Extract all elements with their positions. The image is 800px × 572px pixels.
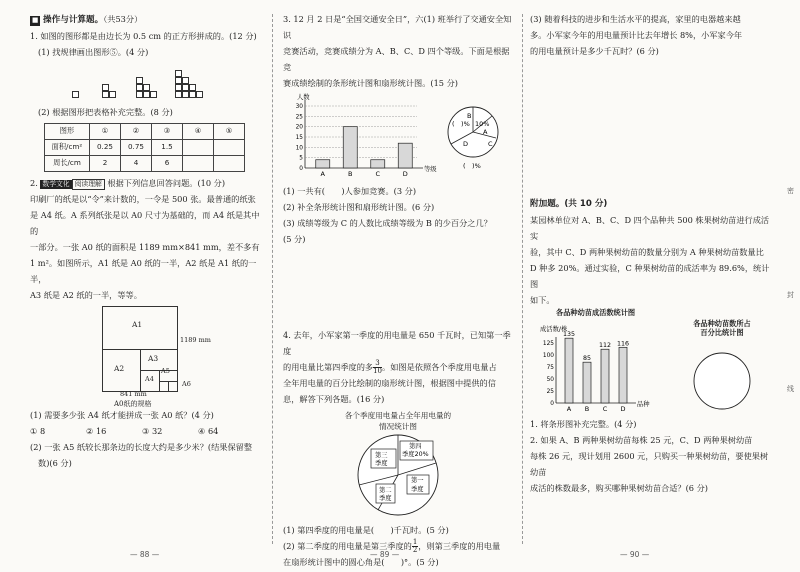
pie-chart-title: 各品种幼苗数所占 百分比统计图 <box>693 318 751 337</box>
bar <box>398 143 412 168</box>
q3-s3: (3) 成绩等级为 C 的人数比成绩等级为 B 的少百分之几？ <box>283 217 492 228</box>
bar <box>343 127 357 168</box>
q3-s2: (2) 补全条形统计图和扇形统计图。(6 分) <box>283 201 435 212</box>
side-char: 封 <box>787 291 794 299</box>
y-tick-label: 20 <box>295 124 303 131</box>
side-char: 线 <box>787 385 794 393</box>
q2-p2: 是 A4 纸。A 系列纸张是以 A0 尺寸为基础的，而 A4 纸是其中的 <box>30 209 260 236</box>
label-height: 1189 mm <box>180 335 211 344</box>
section-title: 操作与计算题。 <box>43 15 104 25</box>
section-score: （共53分） <box>103 14 143 24</box>
y-tick-label: 50 <box>546 376 554 383</box>
q1-sub2: (2) 根据图形把表格补充完整。(8 分) <box>38 106 173 117</box>
column-left: ■ 操作与计算题。（共53分） 1. 如图的图形都是由边长为 0.5 cm 的正方形拼成的。(12 分) (1) 找规律画出图形⑤。(4 分) (2) 根据图形把表格补充完整。(8 分) 图形 ① ② ③ ④ ⑤ 面积/cm² 0.25 0.75 1.5 周长/cm 2 4 6 2. 数学文化 阅读理解 根据下列信息回答问题。(10 分) 印刷厂的纸是以“令”来计数的，一令是 500 张。最普通的纸张 是 A4 纸。A 系列纸张是以 A0 尺寸为基础的，而 A4 纸是其中的 一部分。一张 A0 纸的面积是 1189 mm×841 mm，差不多有 1 m²。如图所示，A1 纸是 A0 纸的一半，A2 纸是 A1 纸的一半， A3 纸是 A2 纸的一半，等等。 A1 A2 A3 A4 A5 A6 1189 mm 841 mm A0纸的规格 (1) 需要多少张 A4 纸才能拼成一张 A0 纸？(4 分) ① 8 ② 16 ③ 32 ④ 64 (2) 一张 A5 纸较长那条边的长度大约是多少米？(结果保留整 数)(6 分) <box>30 0 265 572</box>
x-tick-label: B <box>348 169 353 178</box>
table-cell: 面积/cm² <box>45 139 90 155</box>
x-axis-label: 等级 <box>424 165 437 173</box>
bar-value-label: 112 <box>598 341 612 349</box>
bar-value-label: 85 <box>582 354 592 362</box>
bar <box>583 362 591 403</box>
y-tick-label: 5 <box>299 155 303 162</box>
y-tick-label: 125 <box>542 340 554 347</box>
page-number-89: — 89 — <box>370 550 400 559</box>
bar <box>316 160 330 168</box>
page-number-90: — 90 — <box>620 550 650 559</box>
label-a4: A4 <box>145 374 154 383</box>
column-divider <box>522 14 523 544</box>
q1-table <box>44 123 245 172</box>
q4-p2a: 的用电量比第四季度的多 <box>283 361 374 372</box>
table-cell: 1.5 <box>152 139 183 155</box>
q4-s1: (1) 第四季度的用电量是( )千瓦时。(5 分) <box>283 524 449 535</box>
y-tick-label: 10 <box>295 145 303 152</box>
bonus-charts <box>530 309 775 417</box>
page-number-88: — 88 — <box>130 550 160 559</box>
q3-s1: (1) 一共有( )人参加竞赛。(3 分) <box>283 185 417 196</box>
bonus-bar-chart <box>534 321 650 417</box>
diagram-caption: A0纸的规格 <box>114 399 152 408</box>
q2-tag: 数学文化 <box>42 179 70 188</box>
table-cell: 周长/cm <box>45 155 90 171</box>
table-cell: ③ <box>152 123 183 139</box>
x-tick-label: A <box>320 169 325 178</box>
bonus-title: 附加题。(共 10 分) <box>530 198 608 209</box>
table-cell: 0.25 <box>90 139 121 155</box>
option[interactable]: ② 16 <box>86 425 107 436</box>
pie-q4-label: 第四季度20% <box>402 442 429 458</box>
table-cell: 图形 <box>45 123 90 139</box>
q4-s3c: 的用电量预计是多少千瓦时？(6 分) <box>530 45 659 56</box>
pie-label: ( )% <box>452 119 470 128</box>
pie-label: D <box>463 139 469 148</box>
pie-label: 10% <box>475 119 490 128</box>
pie-q3-label: 第三季度 <box>375 451 388 467</box>
q2-p5: A3 纸是 A2 纸的一半，等等。 <box>30 289 142 300</box>
table-cell <box>183 155 214 171</box>
bonus-p1: 某园林单位对 A、B、C、D 四个品种共 500 株果树幼苗进行成活实 <box>530 214 770 241</box>
b-s2c: 成活的株数最多，购买哪种果树幼苗合适？(6 分) <box>530 482 708 493</box>
label-width: 841 mm <box>120 389 147 398</box>
b-s2a: 2. 如果 A、B 两种果树幼苗每株 25 元，C、D 两种果树幼苗 <box>530 434 753 445</box>
bonus-p4: 如下。 <box>530 294 555 305</box>
y-tick-label: 15 <box>295 134 303 141</box>
table-cell: 6 <box>152 155 183 171</box>
label-a5: A5 <box>161 366 170 375</box>
bonus-p3: D 种多 20%。通过实验，C 种果树幼苗的成活率为 89.6%，统计图 <box>530 262 770 289</box>
pie-label: ( )% <box>463 161 481 170</box>
column-right <box>530 0 775 572</box>
q2-p4: 1 m²。如图所示，A1 纸是 A0 纸的一半，A2 纸是 A1 纸的一半， <box>30 257 257 284</box>
q4-s2b: ，则第三季度的用电量 <box>418 540 501 551</box>
table-cell: ② <box>121 123 152 139</box>
x-tick-label: C <box>602 404 608 413</box>
pie-label: C <box>488 139 493 148</box>
x-tick-label: C <box>375 169 381 178</box>
option[interactable]: ④ 64 <box>198 425 219 436</box>
bar-value-label: 116 <box>616 339 630 347</box>
q3-p3: 赛成绩绘制的条形统计图和扇形统计图。(15 分) <box>283 77 458 88</box>
table-cell: 0.75 <box>121 139 152 155</box>
q2-intro: 根据下列信息回答问题。(10 分) <box>107 177 226 188</box>
q2-p1: 印刷厂的纸是以“令”来计数的，一令是 500 张。最普通的纸张 <box>30 193 256 204</box>
y-tick-label: 30 <box>295 103 303 110</box>
q3-charts <box>283 92 513 184</box>
table-cell: 2 <box>90 155 121 171</box>
q4-s2-fraction: $\frac{1}{2}$ <box>412 538 418 555</box>
q4-p2b: 。如图是依照各个季度用电量占 <box>382 361 497 372</box>
q3-pie-chart <box>441 96 505 174</box>
x-tick-label: D <box>402 169 408 178</box>
x-tick-label: B <box>584 404 590 413</box>
bar <box>601 349 609 403</box>
q2-tag2: 阅读理解 <box>72 179 105 190</box>
q1-sub1: (1) 找规律画出图形⑤。(4 分) <box>38 46 149 57</box>
table-cell <box>214 155 245 171</box>
q3-p1: 3. 12 月 2 日是“全国交通安全日”，六(1) 班举行了交通安全知识 <box>283 14 512 40</box>
table-cell: ⑤ <box>214 123 245 139</box>
table-cell: 4 <box>121 155 152 171</box>
q2-s2: (2) 一张 A5 纸较长那条边的长度大约是多少米？(结果保留整 <box>30 441 253 452</box>
bonus-p2: 验，其中 C、D 两种果树幼苗的数量分别为 A 种果树幼苗数量比 <box>530 246 764 257</box>
a0-paper-diagram <box>30 304 265 408</box>
column-divider <box>272 14 273 544</box>
q2-s2b: 数)(6 分) <box>38 457 72 468</box>
pie-label: A <box>483 127 488 136</box>
y-axis-label: 人数 <box>297 93 310 101</box>
y-tick-label: 0 <box>299 165 303 172</box>
y-tick-label: 25 <box>295 114 303 121</box>
section-tag: ■ <box>32 16 39 24</box>
y-tick-label: 100 <box>542 352 554 359</box>
b-s2b: 每株 26 元，现计划用 2600 元，只购买一种果树幼苗，要使果树幼苗 <box>530 450 769 477</box>
x-tick-label: D <box>620 404 626 413</box>
side-char: 密 <box>787 187 794 195</box>
pie-q2-label: 第二季度 <box>379 486 392 502</box>
q2-s1: (1) 需要多少张 A4 纸才能拼成一张 A0 纸？(4 分) <box>30 409 214 420</box>
bonus-pie-chart <box>692 351 752 411</box>
q3-bar-chart <box>283 92 437 184</box>
x-axis-label: 品种 <box>637 400 650 408</box>
table-cell: ① <box>90 123 121 139</box>
q4-s3b: 多。小军家今年的用电量预计比去年增长 8%，小军家今年 <box>530 29 743 40</box>
bar <box>565 338 573 403</box>
bar-value-label: 135 <box>562 330 576 338</box>
q4-fraction: $\frac{3}{10}$ <box>373 359 382 376</box>
label-a3: A3 <box>148 353 159 363</box>
y-axis-label: 成活数/株 <box>540 325 568 333</box>
square-figures <box>30 61 265 105</box>
option[interactable]: ③ 32 <box>142 425 163 436</box>
table-cell <box>214 139 245 155</box>
q4-s2a: (2) 第二季度的用电量是第三季度的 <box>283 540 412 551</box>
y-tick-label: 25 <box>546 388 554 395</box>
column-middle <box>283 0 513 572</box>
q4-s3a: (3) 随着科技的进步和生活水平的提高，家里的电器越来越 <box>530 14 741 24</box>
bar <box>619 347 627 403</box>
pie-label: B <box>467 111 472 120</box>
q4-p1: 4. 去年，小军家第一季度的用电量是 650 千瓦时，已知第一季度 <box>283 329 511 356</box>
q1-text: 1. 如图的图形都是由边长为 0.5 cm 的正方形拼成的。(12 分) <box>30 30 257 41</box>
label-a1: A1 <box>132 319 143 329</box>
b-s1: 1. 将条形图补充完整。(4 分) <box>530 418 637 429</box>
q3-p2: 竞赛活动，竞赛成绩分为 A、B、C、D 四个等级。下面是根据竞 <box>283 45 510 72</box>
bar-chart-title: 各品种幼苗成活数统计图 <box>556 307 636 317</box>
q4-pie-chart <box>283 433 513 517</box>
label-a2: A2 <box>114 363 125 373</box>
label-a6: A6 <box>182 379 191 388</box>
q4-p4: 息，解答下列各题。(16 分) <box>283 393 385 404</box>
q4-s2c: 在扇形统计图中的圆心角是( )°。(5 分) <box>283 556 439 567</box>
table-cell <box>183 139 214 155</box>
y-tick-label: 75 <box>546 364 554 371</box>
bar <box>371 160 385 168</box>
x-tick-label: A <box>566 404 572 413</box>
pie-q1-label: 第一季度 <box>411 476 424 493</box>
option[interactable]: ① 8 <box>30 425 46 436</box>
q2-p3: 一部分。一张 A0 纸的面积是 1189 mm×841 mm，差不多有 <box>30 241 260 252</box>
q4-chart-title: 各个季度用电量占全年用电量的 情况统计图 <box>344 410 452 432</box>
figure-1 <box>72 91 79 98</box>
q3-s3b: (5 分) <box>283 233 306 244</box>
table-cell: ④ <box>183 123 214 139</box>
q4-p3: 全年用电量的百分比绘制的扇形统计图，根据图中提供的信 <box>283 377 496 388</box>
y-tick-label: 0 <box>550 400 554 407</box>
